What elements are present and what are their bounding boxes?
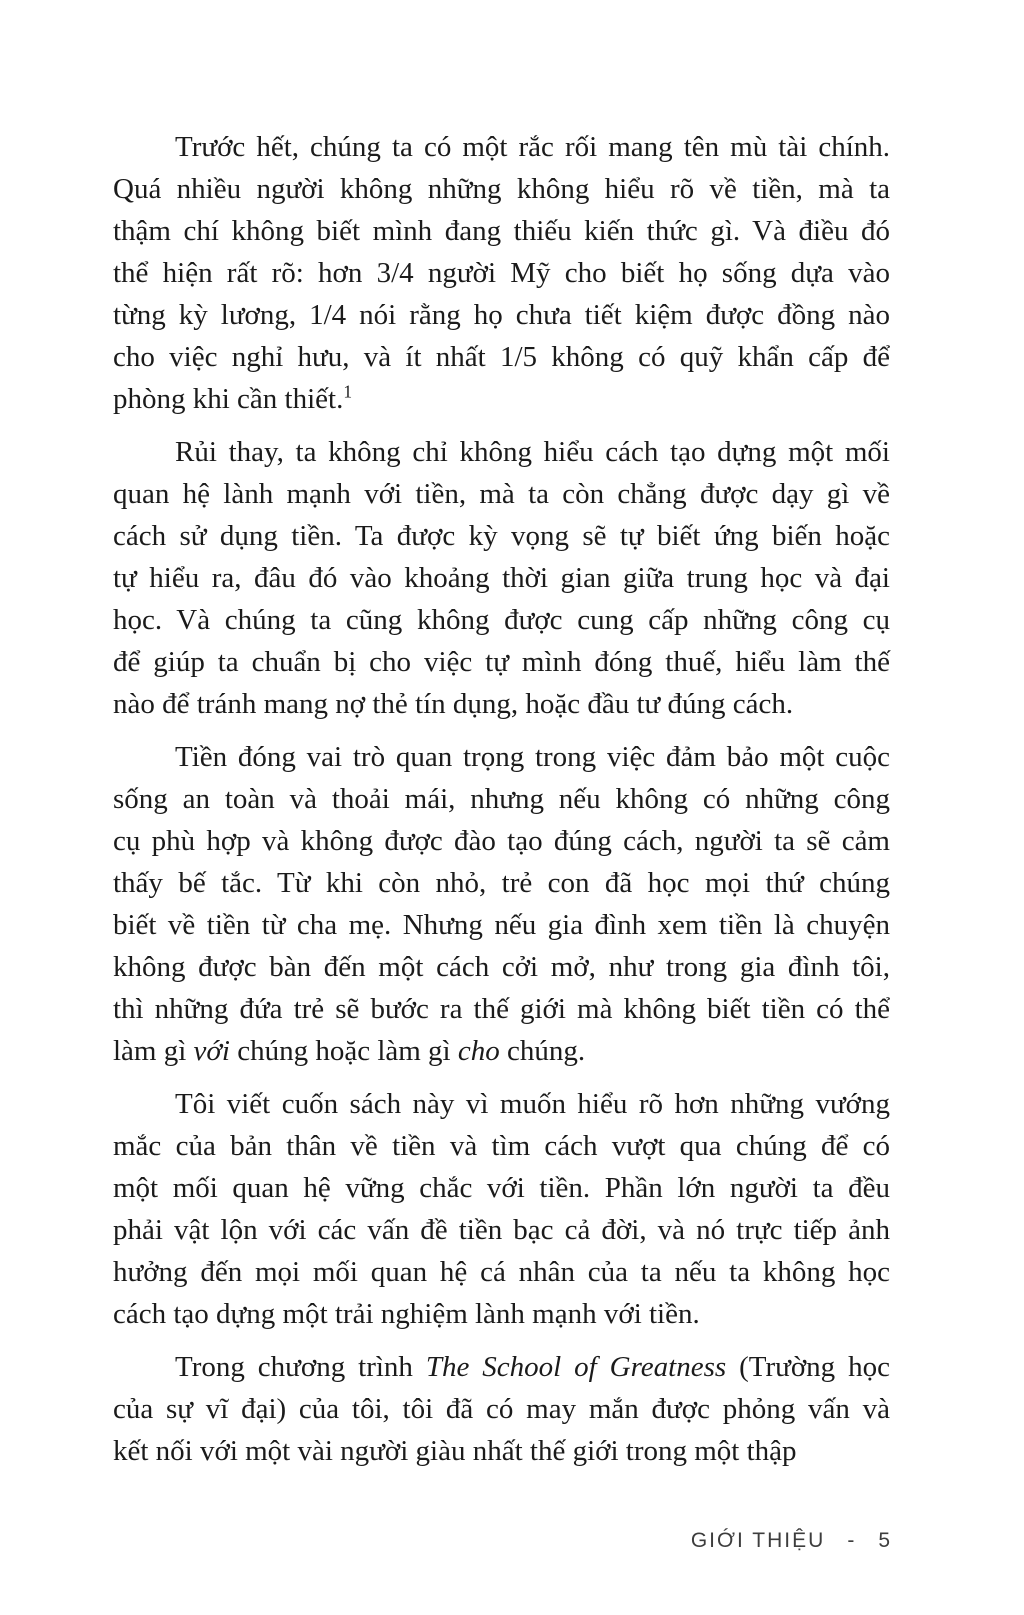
text-segment: quan hệ lành mạnh với tiền, mà ta còn chẳng được dạy gì về [113, 478, 890, 510]
text-segment: phòng khi cần thiết. [113, 383, 344, 415]
page-number: 5 [878, 1529, 890, 1552]
text-segment: kết nối với một vài người giàu nhất thế giới trong một thập [113, 1435, 797, 1467]
text-segment: sống an toàn và thoải mái, nhưng nếu không có những công [113, 783, 890, 815]
text-segment: Rủi thay, ta không chỉ không hiểu cách tạo dựng một mối [175, 436, 890, 468]
text-segment: (Trường học [726, 1351, 890, 1383]
text-segment: cho việc nghỉ hưu, và ít nhất 1/5 không có quỹ khẩn cấp để [113, 341, 890, 373]
text-segment: cụ phù hợp và không được đào tạo đúng cách, người ta sẽ cảm [113, 825, 890, 857]
text-segment: Trong chương trình [175, 1351, 426, 1383]
text-segment: để giúp ta chuẩn bị cho việc tự mình đóng thuế, hiểu làm thế [113, 646, 890, 678]
footer-separator: - [847, 1529, 857, 1552]
text-line [113, 1430, 890, 1472]
text-line [113, 641, 890, 683]
text-segment: không được bàn đến một cách cởi mở, như trong gia đình tôi, [113, 951, 890, 983]
text-line [113, 1125, 890, 1167]
text-segment: tự hiểu ra, đâu đó vào khoảng thời gian giữa trung học và đại [113, 562, 890, 594]
text-line [113, 210, 890, 252]
text-line [113, 126, 890, 168]
text-line [113, 1346, 890, 1388]
text-segment: nào để tránh mang nợ thẻ tín dụng, hoặc đầu tư đúng cách. [113, 688, 794, 720]
text-line [113, 431, 890, 473]
text-line [113, 473, 890, 515]
text-line [113, 557, 890, 599]
text-segment: cho [457, 1035, 500, 1067]
text-line [113, 168, 890, 210]
footnote-marker: 1 [343, 381, 353, 402]
text-segment: làm gì [113, 1035, 194, 1067]
text-segment: biết về tiền từ cha mẹ. Nhưng nếu gia đình xem tiền là chuyện [113, 909, 890, 941]
text-segment: mắc của bản thân về tiền và tìm cách vượt qua chúng để có [113, 1130, 890, 1162]
text-segment: học. Và chúng ta cũng không được cung cấp những công cụ [113, 604, 890, 636]
text-line [113, 1293, 890, 1335]
text-line [113, 820, 890, 862]
text-line [113, 599, 890, 641]
paragraph [113, 736, 890, 1072]
body-text [113, 126, 890, 1472]
text-segment: cách tạo dựng một trải nghiệm lành mạnh với tiền. [113, 1298, 700, 1330]
text-line [113, 294, 890, 336]
text-line [113, 1167, 890, 1209]
text-line [113, 1209, 890, 1251]
text-segment: một mối quan hệ vững chắc với tiền. Phần lớn người ta đều [113, 1172, 890, 1204]
text-segment: The School of Greatness [425, 1351, 727, 1383]
text-segment: thấy bế tắc. Từ khi còn nhỏ, trẻ con đã học mọi thứ chúng [113, 867, 890, 899]
text-line [113, 1030, 890, 1072]
text-line [113, 946, 890, 988]
text-line [113, 778, 890, 820]
paragraph [113, 1346, 890, 1472]
text-segment: Trước hết, chúng ta có một rắc rối mang tên mù tài chính. [175, 131, 890, 163]
text-line [113, 515, 890, 557]
text-line [113, 988, 890, 1030]
text-line [113, 252, 890, 294]
text-line [113, 904, 890, 946]
text-line [113, 1251, 890, 1293]
text-segment: thể hiện rất rõ: hơn 3/4 người Mỹ cho biết họ sống dựa vào [113, 257, 890, 289]
text-segment: thì những đứa trẻ sẽ bước ra thế giới mà không biết tiền có thể [113, 993, 890, 1025]
paragraph [113, 1083, 890, 1335]
text-segment: Tiền đóng vai trò quan trọng trong việc đảm bảo một cuộc [175, 741, 890, 773]
text-line [113, 862, 890, 904]
text-segment: Tôi viết cuốn sách này vì muốn hiểu rõ hơn những vướng [175, 1088, 890, 1120]
text-segment: thậm chí không biết mình đang thiếu kiến thức gì. Và điều đó [113, 215, 890, 247]
text-segment: hưởng đến mọi mối quan hệ cá nhân của ta nếu ta không học [113, 1256, 890, 1288]
text-segment: của sự vĩ đại) của tôi, tôi đã có may mắn được phỏng vấn và [113, 1393, 890, 1425]
text-line [113, 1388, 890, 1430]
text-segment: từng kỳ lương, 1/4 nói rằng họ chưa tiết kiệm được đồng nào [113, 299, 890, 331]
text-line [113, 378, 890, 420]
paragraph [113, 431, 890, 725]
text-line [113, 683, 890, 725]
text-line [113, 1083, 890, 1125]
text-line [113, 736, 890, 778]
footer-section-label: GIỚI THIỆU [690, 1529, 826, 1552]
text-segment: với [193, 1035, 230, 1067]
text-segment: Quá nhiều người không những không hiểu rõ về tiền, mà ta [113, 173, 890, 205]
page-footer [691, 1529, 890, 1553]
paragraph [113, 126, 890, 420]
text-line [113, 336, 890, 378]
text-segment: chúng. [499, 1035, 586, 1067]
text-segment: chúng hoặc làm gì [229, 1035, 458, 1067]
text-segment: cách sử dụng tiền. Ta được kỳ vọng sẽ tự biết ứng biến hoặc [113, 520, 890, 552]
text-segment: phải vật lộn với các vấn đề tiền bạc cả đời, và nó trực tiếp ảnh [113, 1214, 890, 1246]
